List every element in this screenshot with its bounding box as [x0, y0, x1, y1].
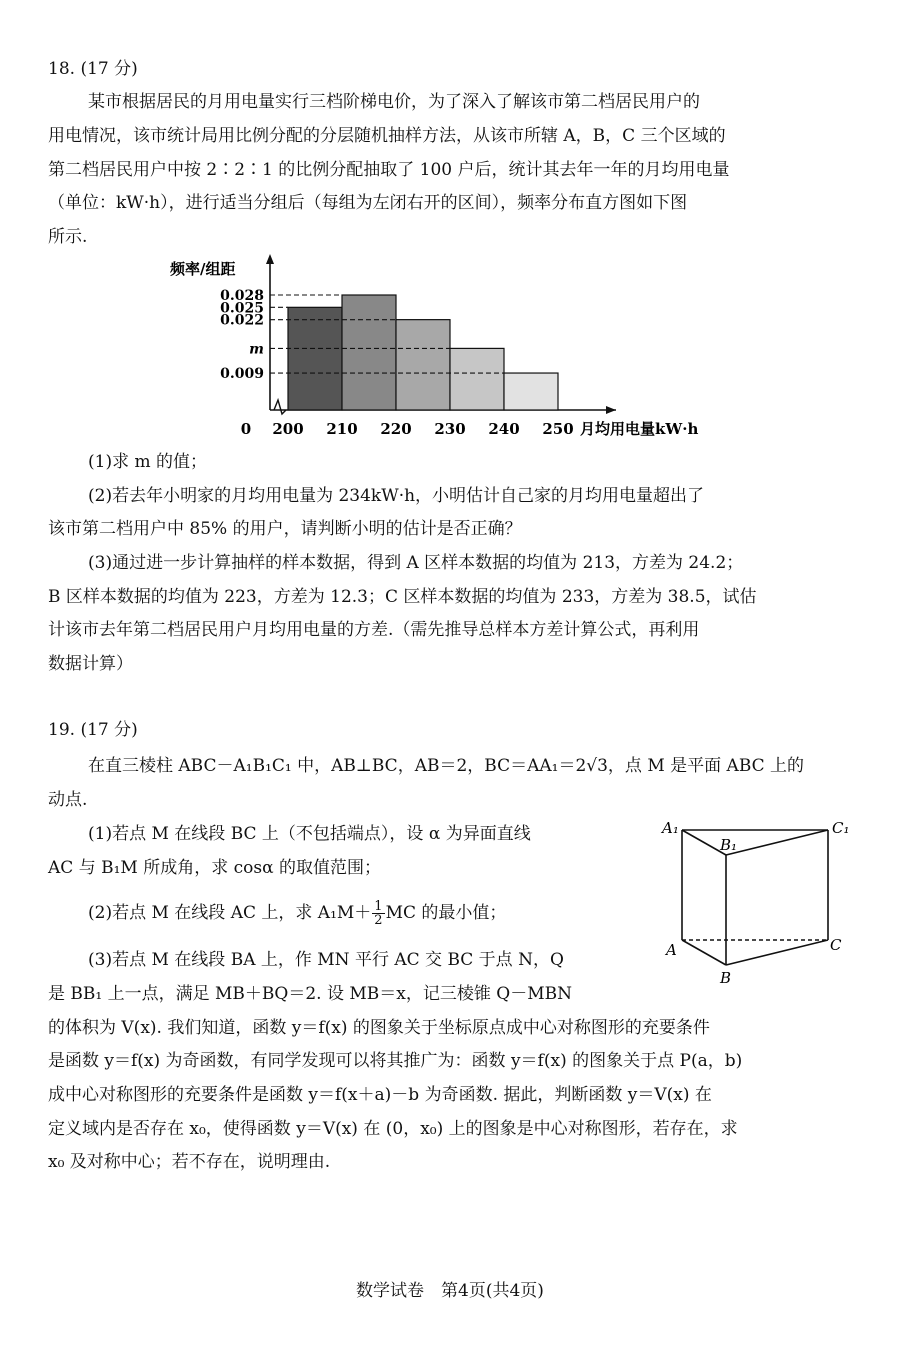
label-b: B [720, 969, 732, 987]
q18-header: 18. (17 分) [48, 59, 138, 79]
x-tick-label: 210 [326, 420, 358, 438]
x-tick-label: 230 [434, 420, 466, 438]
q18-sub1: (1)求 m 的值； [88, 452, 208, 472]
q19-sub2-prefix: (2)若点 M 在线段 AC 上，求 A₁M＋ [88, 903, 372, 923]
fraction-numerator: 1 [374, 899, 383, 914]
q19-sub1-line-2: AC 与 B₁M 所成角，求 cosα 的取值范围； [48, 858, 381, 878]
y-tick-label: 0.009 [220, 366, 264, 383]
label-b1: B₁ [720, 836, 738, 854]
y-tick-label: 0.025 [220, 300, 264, 317]
y-axis-arrow-icon [266, 254, 274, 264]
y-tick-label: 0.022 [220, 312, 264, 329]
triangular-prism-figure [650, 815, 850, 990]
q19-sub3-line-6: 定义域内是否存在 x₀，使得函数 y＝V(x) 在 (0，x₀) 上的图象是中心对称图形，若存在，求 [48, 1119, 738, 1139]
edge-b1c1 [726, 830, 828, 855]
edge-bc [726, 940, 828, 965]
q19-text-line-1: 在直三棱柱 ABC－A₁B₁C₁ 中，AB⊥BC，AB＝2，BC＝AA₁＝2√3，点 M 是平面 ABC 上的 [88, 756, 805, 776]
histogram-bar [288, 307, 342, 410]
edge-ab [682, 940, 726, 965]
histogram-bar [342, 295, 396, 410]
q19-text-line-2: 动点. [48, 790, 88, 810]
x-axis-arrow-icon [606, 406, 616, 414]
x-tick-label: 220 [380, 420, 412, 438]
x-tick-label: 200 [272, 420, 304, 438]
q18-sub2-line-1: (2)若去年小明家的月均用电量为 234kW·h，小明估计自己家的月均用电量超出了 [88, 486, 705, 506]
q18-sub3-line-3: 计该市去年第二档居民用户月均用电量的方差.（需先推导总样本方差计算公式，再利用 [48, 620, 700, 640]
y-axis-label: 频率/组距 [170, 260, 236, 278]
histogram-bar [504, 373, 558, 410]
label-a: A [666, 941, 677, 959]
y-tick-label: 0.028 [220, 288, 264, 304]
q19-header: 19. (17 分) [48, 720, 138, 740]
q18-text-line-4: （单位：kW·h），进行适当分组后（每组为左闭右开的区间），频率分布直方图如下图 [48, 193, 688, 213]
q19-sub2-suffix: MC 的最小值； [385, 903, 507, 923]
q18-sub2-line-2: 该市第二档用户中 85% 的用户，请判断小明的估计是否正确？ [48, 519, 522, 539]
q18-sub3-line-4: 数据计算） [48, 654, 133, 674]
frequency-histogram [150, 250, 750, 450]
page-footer: 数学试卷 第4页(共4页) [356, 1281, 544, 1301]
q19-sub3-line-4: 是函数 y＝f(x) 为奇函数，有同学发现可以将其推广为：函数 y＝f(x) 的图象关于点 P(a，b) [48, 1051, 743, 1071]
q18-text-line-3: 第二档居民用户中按 2∶2∶1 的比例分配抽取了 100 户后，统计其去年一年的月均用电量 [48, 160, 730, 180]
x-tick-label: 250 [542, 420, 574, 438]
axis-break-mark [274, 400, 286, 414]
q19-sub1-line-1: (1)若点 M 在线段 BC 上（不包括端点），设 α 为异面直线 [88, 824, 531, 844]
q19-sub3-line-1: (3)若点 M 在线段 BA 上，作 MN 平行 AC 交 BC 于点 N，Q [88, 950, 564, 970]
q18-text-line-5: 所示. [48, 227, 88, 247]
x-tick-label: 240 [488, 420, 520, 438]
label-c: C [830, 936, 842, 954]
q18-text-line-2: 用电情况，该市统计局用比例分配的分层随机抽样方法，从该市所辖 A，B，C 三个区域的 [48, 126, 726, 146]
label-a1: A₁ [662, 819, 679, 837]
histogram-bar [396, 320, 450, 410]
q18-sub3-line-1: (3)通过进一步计算抽样的样本数据，得到 A 区样本数据的均值为 213，方差为 24.2； [88, 553, 744, 573]
q18-sub3-line-2: B 区样本数据的均值为 223，方差为 12.3；C 区样本数据的均值为 233，方差为 38.5，试估 [48, 587, 757, 607]
q19-sub3-line-5: 成中心对称图形的充要条件是函数 y＝f(x＋a)－b 为奇函数. 据此，判断函数 y＝V(x) 在 [48, 1085, 712, 1105]
q19-sub3-line-3: 的体积为 V(x). 我们知道，函数 y＝f(x) 的图象关于坐标原点成中心对称图形的充要条件 [48, 1018, 710, 1038]
q18-text-line-1: 某市根据居民的月用电量实行三档阶梯电价，为了深入了解该市第二档居民用户的 [88, 92, 700, 112]
x-axis-label: 月均用电量kW·h [580, 420, 699, 438]
q19-sub2 [88, 900, 506, 927]
q19-sub3-line-2: 是 BB₁ 上一点，满足 MB＋BQ＝2. 设 MB＝x，记三棱锥 Q－MBN [48, 984, 572, 1004]
fraction-one-half [372, 900, 384, 927]
q19-sub3-line-7: x₀ 及对称中心；若不存在，说明理由. [48, 1152, 331, 1172]
y-tick-label: m [249, 341, 264, 358]
label-c1: C₁ [832, 819, 850, 837]
fraction-denominator: 2 [374, 913, 383, 928]
origin-label: 0 [240, 420, 252, 438]
histogram-bar [450, 348, 504, 410]
